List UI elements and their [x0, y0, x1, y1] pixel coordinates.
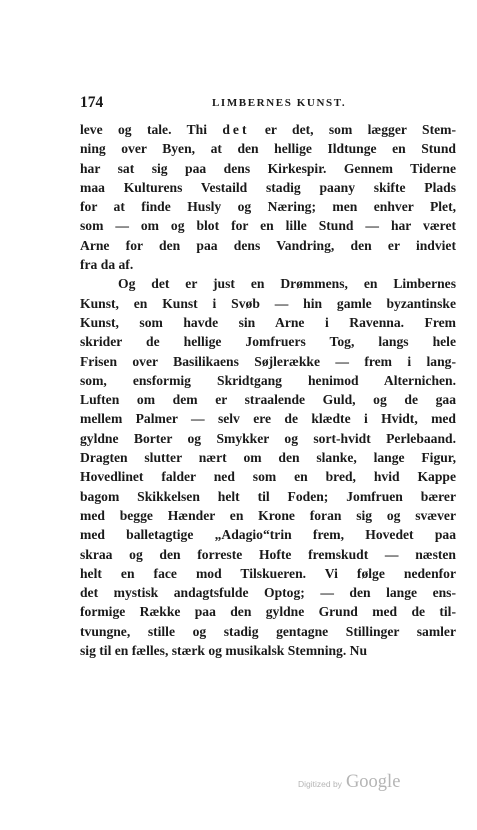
text-segment: Frisen over Basilikaens Søjlerække — frem i lang-	[80, 353, 456, 369]
text-line	[80, 159, 456, 178]
digitization-watermark	[298, 772, 400, 793]
text-segment: leve og tale. Thi	[80, 122, 223, 137]
text-segment: med begge Hænder en Krone foran sig og svæver	[80, 507, 456, 523]
text-line	[80, 197, 456, 216]
text-segment: er det, som lægger Stem-	[249, 122, 456, 137]
text-segment: Luften om dem er straalende Guld, og de gaa	[80, 392, 456, 408]
text-segment: Hovedlinet falder ned som en bred, hvid Kappe	[80, 469, 456, 485]
text-segment: Kunst, som havde sin Arne i Ravenna. Frem	[80, 314, 456, 330]
text-segment: mellem Palmer — selv ere de klædte i Hvidt, med	[80, 411, 456, 427]
text-line	[80, 255, 456, 274]
text-line	[80, 294, 456, 313]
text-segment: for at finde Husly og Næring; men enhver Plet,	[80, 199, 456, 215]
text-segment: med balletagtige „Adagio“trin frem, Hovedet paa	[80, 527, 456, 543]
text-line	[80, 545, 456, 564]
text-segment: sig til en fælles, stærk og musikalsk Stemning. Nu	[80, 643, 368, 659]
text-line	[80, 178, 456, 197]
text-segment: skraa og den forreste Hofte fremskudt — næsten	[80, 546, 456, 562]
text-segment: som — om og blot for en lille Stund — har været	[80, 218, 456, 234]
text-line	[80, 583, 456, 602]
running-title: LIMBERNES KUNST.	[212, 97, 347, 109]
text-segment: tvungne, stille og stadig gentagne Stillinger samler	[80, 623, 456, 639]
text-line	[80, 332, 456, 351]
text-line	[80, 622, 456, 641]
text-line	[80, 216, 456, 235]
page-number: 174	[80, 94, 104, 111]
text-line	[80, 313, 456, 332]
text-line	[80, 602, 456, 621]
text-line	[80, 120, 456, 139]
text-segment: Og det er just en Drømmens, en Limbernes	[118, 276, 456, 292]
text-segment: formige Række paa den gyldne Grund med de til-	[80, 604, 456, 620]
text-line	[80, 467, 456, 486]
text-segment: som, ensformig Skridtgang henimod Alternichen.	[80, 372, 456, 388]
text-segment: Kunst, en Kunst i Svøb — hin gamle byzantinske	[80, 295, 456, 311]
text-segment: Arne for den paa dens Vandring, den er indviet	[80, 237, 456, 253]
text-line	[80, 506, 456, 525]
text-line	[80, 487, 456, 506]
text-segment: det mystisk andagtsfulde Optog; — den lange ens-	[80, 585, 456, 601]
text-segment: bagom Skikkelsen helt til Foden; Jomfruen bærer	[80, 488, 456, 504]
body-text	[80, 120, 456, 660]
text-segment: ning over Byen, at den hellige Ildtunge en Stund	[80, 141, 456, 157]
text-line	[80, 564, 456, 583]
text-line	[80, 139, 456, 158]
text-line	[80, 352, 456, 371]
text-line	[80, 409, 456, 428]
text-line	[80, 429, 456, 448]
text-line	[80, 525, 456, 544]
text-line	[80, 390, 456, 409]
text-line	[80, 448, 456, 467]
text-segment: Dragten slutter nært om den slanke, lange Figur,	[80, 450, 456, 466]
text-segment: maa Kulturens Vestaild stadig paany skifte Plads	[80, 179, 456, 195]
running-head	[80, 94, 456, 112]
text-line	[80, 371, 456, 390]
google-logo: Google	[345, 772, 401, 792]
watermark-prefix: Digitized by	[298, 779, 342, 789]
text-segment: skrider de hellige Jomfruers Tog, langs hele	[80, 334, 456, 350]
text-segment: det	[222, 122, 250, 137]
text-segment: gyldne Borter og Smykker og sort-hvidt Perlebaand.	[80, 430, 456, 446]
text-line	[80, 274, 456, 293]
text-segment: fra da af.	[80, 257, 134, 273]
text-line	[80, 236, 456, 255]
text-line	[80, 641, 456, 660]
text-segment: har sat sig paa dens Kirkespir. Gennem Tiderne	[80, 160, 456, 176]
paragraph	[80, 274, 456, 660]
text-segment: helt en face mod Tilskueren. Vi følge nedenfor	[80, 565, 456, 581]
paragraph	[80, 120, 456, 274]
